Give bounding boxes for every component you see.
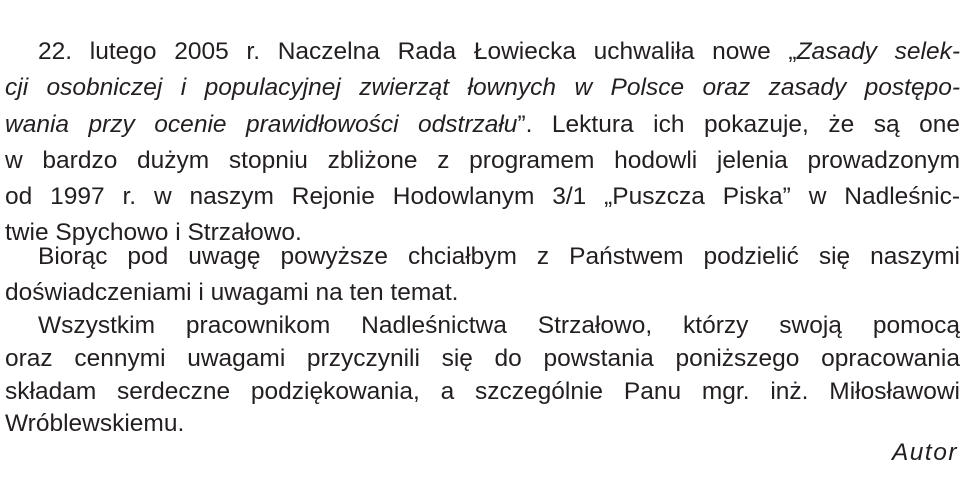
italic-title-run: wania przy ocenie prawidłowości odstrzału (5, 111, 518, 138)
paragraph-1-line-6 (5, 221, 302, 246)
text-run: 22. lutego 2005 r. Naczelna Rada Łowiecka uchwaliła nowe „ (38, 38, 797, 65)
text-run: składam serdeczne podziękowania, a szczególnie Panu mgr. inż. Miłosławowi (5, 378, 960, 405)
author-signature: Autor (891, 439, 958, 466)
paragraph-1-line-3 (5, 113, 960, 138)
paragraph-3-line-1 (5, 314, 960, 339)
paragraph-1-line-1 (5, 40, 960, 65)
paragraph-3-line-3 (5, 380, 960, 405)
paragraph-3-line-4 (5, 412, 184, 437)
paragraph-1-line-4 (5, 149, 960, 174)
text-run: od 1997 r. w naszym Rejonie Hodowlanym 3/1 „Puszcza Piska” w Nadleśnic- (5, 183, 960, 210)
text-run: ”. Lektura ich pokazuje, że są one (517, 111, 960, 138)
paragraph-1-line-5 (5, 185, 960, 210)
paragraph-2-line-1 (5, 245, 960, 270)
text-run: twie Spychowo i Strzałowo. (5, 219, 302, 246)
text-run: Wróblewskiemu. (5, 410, 185, 437)
italic-title-run: cji osobniczej i populacyjnej zwierząt łownych w Polsce oraz zasady postępo- (5, 74, 960, 101)
paragraph-3-line-2 (5, 347, 960, 372)
text-run: Biorąc pod uwagę powyższe chciałbym z Państwem podzielić się naszymi (38, 243, 960, 270)
text-run: doświadczeniami i uwagami na ten temat. (5, 279, 459, 306)
text-run: oraz cennymi uwagami przyczynili się do powstania poniższego opracowania (5, 345, 960, 372)
text-run: Wszystkim pracownikom Nadleśnictwa Strzałowo, którzy swoją pomocą (38, 312, 960, 339)
italic-title-run: Zasady selek- (796, 38, 960, 65)
paragraph-2-line-2 (5, 281, 458, 306)
text-run: w bardzo dużym stopniu zbliżone z programem hodowli jelenia prowadzonym (5, 147, 960, 174)
paragraph-1-line-2 (5, 76, 960, 101)
